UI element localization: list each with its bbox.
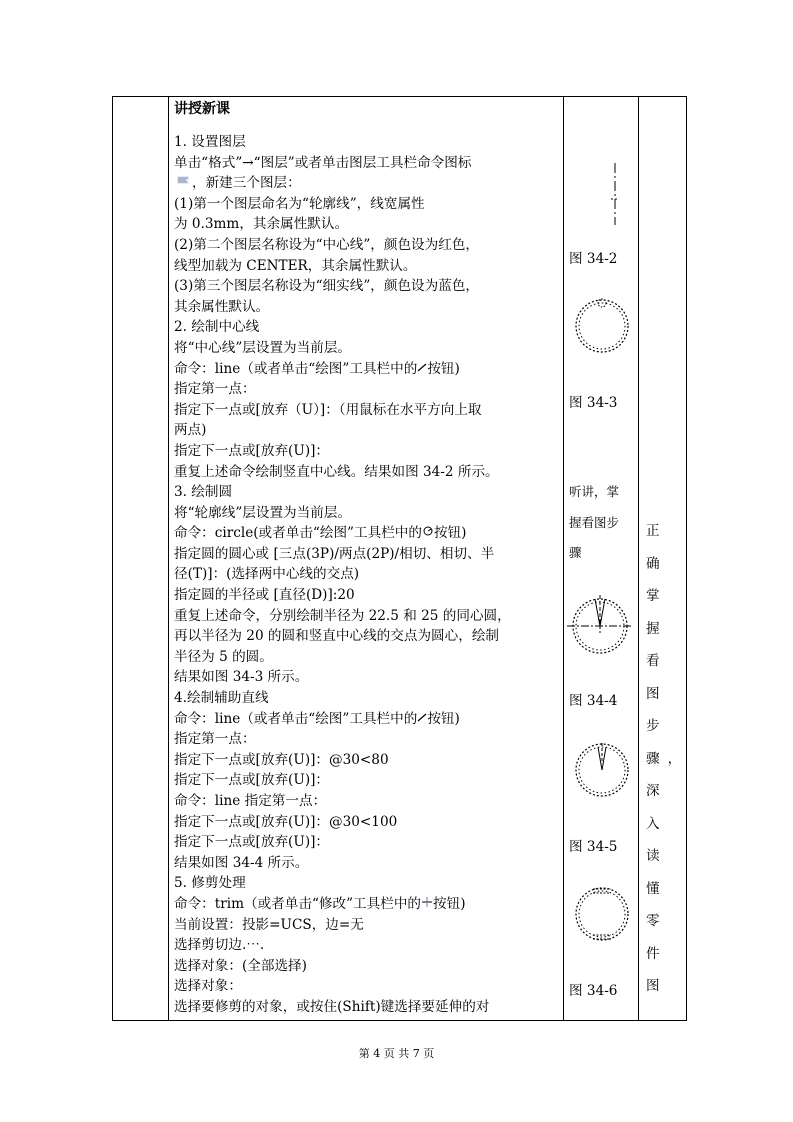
text-line: 命令：line（或者单击“绘图”工具栏中的 按钮)	[174, 359, 563, 380]
text-line: 2. 绘制中心线	[174, 319, 260, 336]
text-line: 为 0.3mm，其余属性默认。	[174, 216, 349, 233]
text-line: (2)第二个图层名称设为“中心线”，颜色设为红色，	[174, 236, 480, 253]
text-line: 单击“格式”→“图层”或者单击图层工具栏命令图标	[174, 154, 472, 171]
text-line: 4.绘制辅助直线	[174, 690, 269, 707]
text-line: 5. 修剪处理	[174, 875, 246, 892]
text-line: 指定圆的圆心或 [三点(3P)/两点(2P)/相切、相切、半	[174, 545, 495, 562]
text-line: 两点)	[174, 422, 207, 439]
text-line: 选择要修剪的对象，或按住(Shift)键选择要延伸的对	[174, 998, 490, 1015]
text-line: 指定下一点或[放弃(U)]：@30<80	[174, 751, 389, 768]
text-line: (1)第一个图层命名为“轮廓线”，线宽属性	[174, 195, 425, 212]
figure-34-4	[567, 593, 633, 659]
text-line: 再以半径为 20 的圆和竖直中心线的交点为圆心，绘制	[174, 628, 500, 645]
circle-tool-icon	[422, 523, 434, 544]
column-divider	[638, 97, 639, 1020]
text-line: 命令：line 指定第一点：	[174, 793, 327, 809]
section-heading: 讲授新课	[174, 101, 230, 117]
figure-34-2	[577, 159, 629, 229]
column-divider	[563, 97, 564, 1020]
text-line: 3. 绘制圆	[174, 484, 233, 501]
text-line: ，新建三个图层：	[174, 173, 563, 194]
text-line: 命令：line（或者单击“绘图”工具栏中的 按钮)	[174, 709, 563, 730]
figure-caption: 图 34-2	[569, 251, 618, 267]
text-line: 指定下一点或[放弃(U)]：	[174, 442, 330, 459]
text-line: (3)第三个图层名称设为“细实线”，颜色设为蓝色，	[174, 278, 480, 295]
figure-caption: 图 34-3	[569, 395, 618, 411]
figure-34-3	[571, 295, 633, 357]
text-line: 选择剪切边.⋯.	[174, 937, 265, 954]
text-line: 当前设置：投影=UCS，边=无	[174, 916, 364, 933]
text-line: 半径为 5 的圆。	[174, 648, 273, 665]
text-line: 选择对象：	[174, 978, 242, 995]
trim-tool-icon	[421, 894, 433, 915]
text-line: 其余属性默认。	[174, 298, 270, 315]
figure-caption: 图 34-5	[569, 839, 618, 855]
text-line: 径(T)]：(选择两中心线的交点)	[174, 566, 360, 583]
lesson-content	[168, 97, 563, 1018]
page-footer: 第 4 页 共 7 页	[358, 1047, 435, 1060]
teaching-objective: 正确掌握看图步骤，深入读懂零件图	[646, 523, 690, 994]
text-line: 指定下一点或[放弃(U)]：	[174, 834, 330, 851]
text-line: 重复上述命令，分别绘制半径为 22.5 和 25 的同心圆，	[174, 607, 511, 624]
figure-34-6	[571, 883, 633, 945]
figure-caption: 图 34-4	[569, 693, 618, 709]
line-tool-icon	[417, 359, 427, 380]
line-tool-icon	[417, 709, 427, 730]
text-line: 将“轮廓线”层设置为当前层。	[174, 504, 352, 521]
text-line: 线型加载为 CENTER，其余属性默认。	[174, 257, 417, 274]
layer-icon	[174, 173, 192, 194]
text-line: 1. 设置图层	[174, 134, 246, 150]
text-line: 指定下一点或[放弃(U)]：	[174, 772, 330, 789]
text-line: 命令：circle(或者单击“绘图”工具栏中的 按钮)	[174, 523, 563, 544]
activity-note: 听讲，掌握看图步骤	[569, 484, 620, 560]
figure-34-5	[571, 739, 633, 801]
text-line: 指定下一点或[放弃（U）]：（用鼠标在水平方向上取	[174, 401, 482, 418]
text-line: 结果如图 34-4 所示。	[174, 854, 309, 871]
lesson-table	[112, 96, 690, 1021]
text-line: 命令：trim（或者单击“修改”工具栏中的 按钮)	[174, 894, 563, 915]
figure-caption: 图 34-6	[569, 983, 618, 999]
text-line: 指定第一点：	[174, 731, 256, 748]
text-line: 指定圆的半径或 [直径(D)]:20	[174, 587, 355, 604]
text-line: 指定第一点：	[174, 381, 256, 398]
text-line: 将“中心线”层设置为当前层。	[174, 339, 352, 356]
text-line: 结果如图 34-3 所示。	[174, 669, 309, 686]
text-line: 重复上述命令绘制竖直中心线。结果如图 34-2 所示。	[174, 463, 499, 480]
text-line: 选择对象：(全部选择)	[174, 957, 307, 974]
text-line: 指定下一点或[放弃(U)]：@30<100	[174, 813, 398, 830]
